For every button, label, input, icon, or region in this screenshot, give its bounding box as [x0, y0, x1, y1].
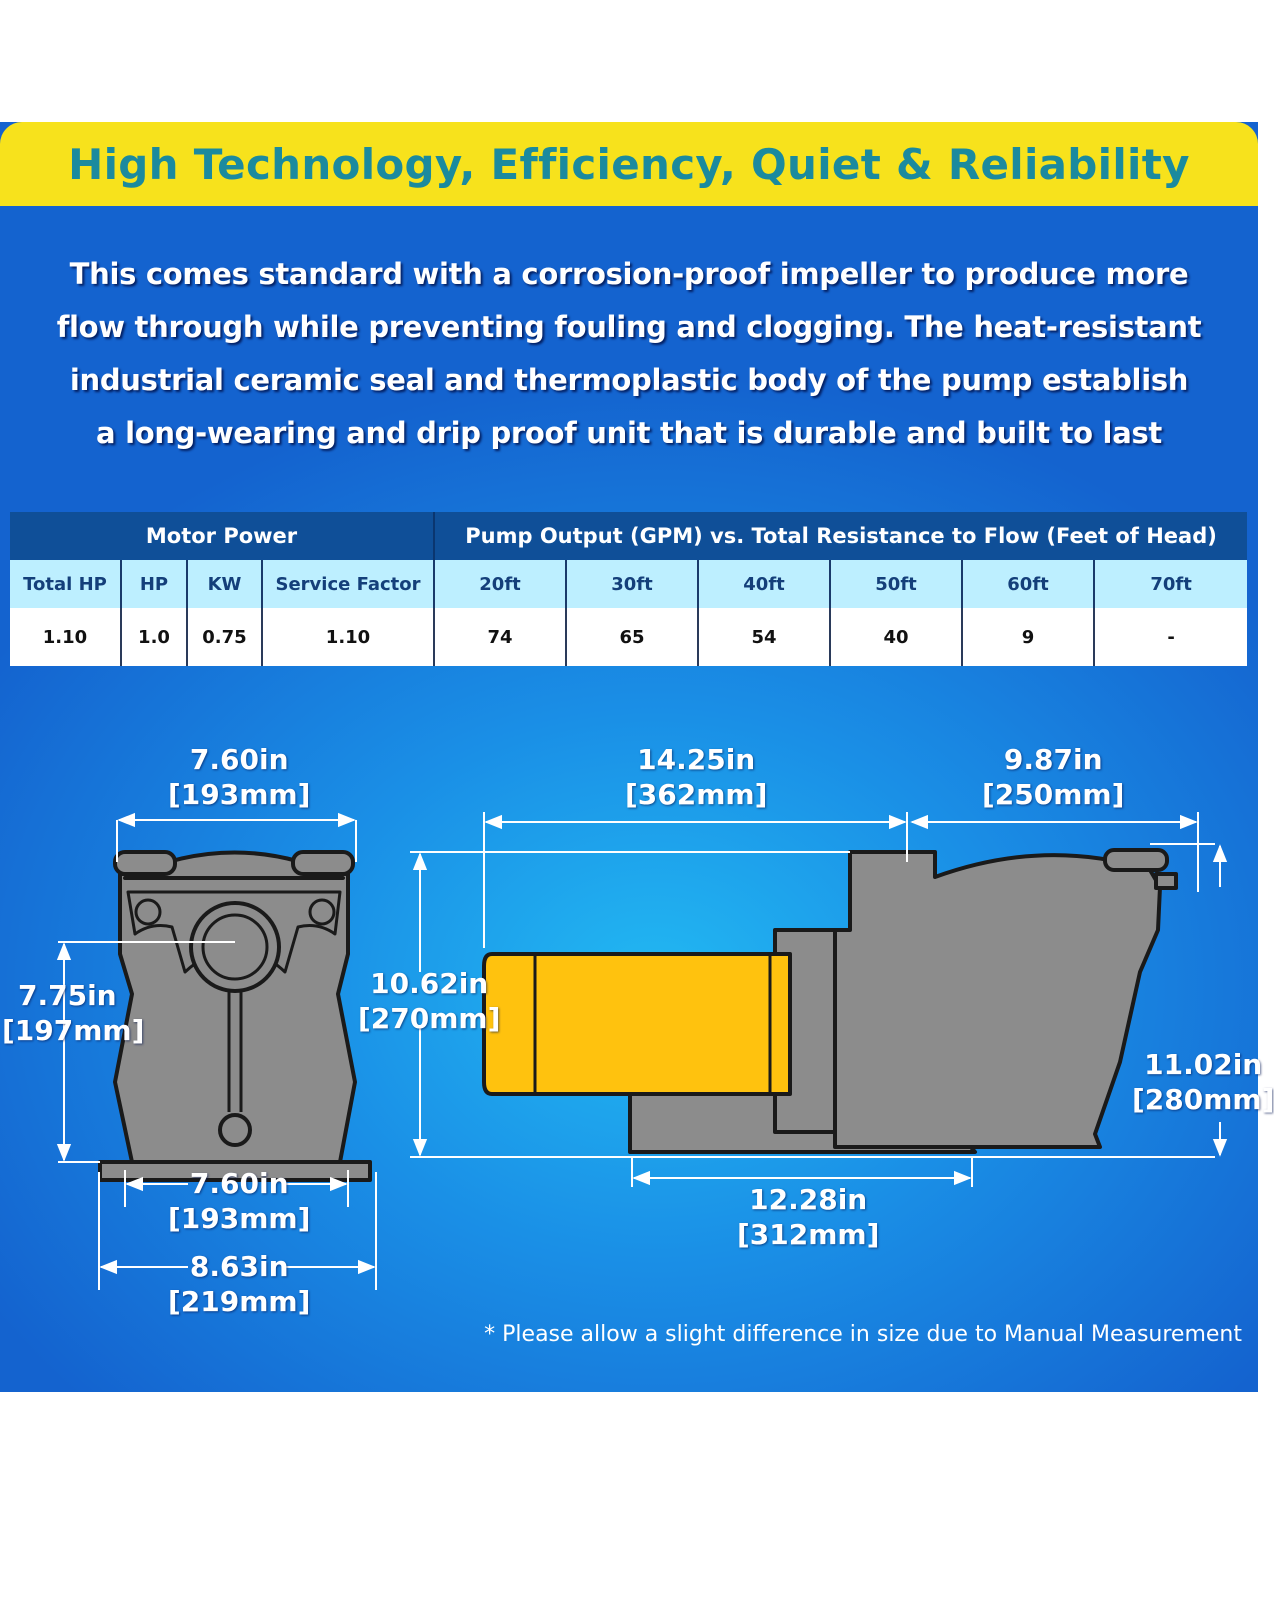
banner-title: High Technology, Efficiency, Quiet & Reliability	[68, 139, 1190, 189]
dim-front-height	[2, 978, 144, 1048]
table-cell: -	[1094, 608, 1247, 666]
intro-line: This comes standard with a corrosion-proof impeller to produce more	[69, 257, 1189, 291]
dim-side-right-height	[1132, 1047, 1274, 1117]
dim-value-mm: [193mm]	[168, 1202, 311, 1235]
intro-line: a long-wearing and drip proof unit that is durable and built to last	[96, 416, 1162, 450]
dim-value-mm: [312mm]	[737, 1218, 880, 1251]
table-cell: 54	[698, 608, 830, 666]
table-cell: 1.10	[262, 608, 434, 666]
dim-value-in: 11.02in	[1144, 1048, 1263, 1081]
column-header: 20ft	[434, 560, 566, 608]
dim-value-in: 8.63in	[189, 1250, 289, 1283]
dim-value-in: 7.60in	[189, 743, 289, 776]
intro-line: flow through while preventing fouling and clogging. The heat-resistant	[56, 310, 1202, 344]
column-header: HP	[121, 560, 187, 608]
column-header: 30ft	[566, 560, 698, 608]
footnote: * Please allow a slight difference in size due to Manual Measurement	[484, 1322, 1242, 1347]
dim-front-width-top	[168, 742, 310, 812]
column-header: 70ft	[1094, 560, 1247, 608]
dim-value-in: 9.87in	[1003, 743, 1103, 776]
dim-value-in: 7.75in	[18, 979, 117, 1012]
dim-value-mm: [250mm]	[982, 778, 1125, 811]
group-header-motor-power: Motor Power	[10, 512, 434, 560]
spec-poster	[0, 122, 1274, 1392]
column-header: KW	[187, 560, 262, 608]
dim-value-mm: [270mm]	[358, 1002, 501, 1035]
group-header-pump-output: Pump Output (GPM) vs. Total Resistance to Flow (Feet of Head)	[434, 512, 1247, 560]
side-view-pump	[484, 850, 1176, 1152]
dim-side-base-length	[737, 1182, 879, 1252]
dim-value-mm: [362mm]	[625, 778, 768, 811]
dim-value-in: 12.28in	[749, 1183, 868, 1216]
table-cell: 9	[962, 608, 1094, 666]
table-cell: 65	[566, 608, 698, 666]
table-cell: 1.10	[10, 608, 121, 666]
dim-side-basket-length	[982, 742, 1124, 812]
dim-value-mm: [193mm]	[168, 778, 311, 811]
dim-front-base-outer	[168, 1249, 310, 1319]
dim-side-motor-length	[625, 742, 767, 812]
dim-value-mm: [219mm]	[168, 1285, 311, 1318]
column-header: 60ft	[962, 560, 1094, 608]
dim-front-base-inner	[168, 1166, 310, 1236]
column-header: Total HP	[10, 560, 121, 608]
column-header: 40ft	[698, 560, 830, 608]
table-cell: 0.75	[187, 608, 262, 666]
table-cell: 1.0	[121, 608, 187, 666]
dim-value-mm: [280mm]	[1132, 1083, 1274, 1116]
column-header: Service Factor	[262, 560, 434, 608]
dim-value-in: 7.60in	[189, 1167, 289, 1200]
intro-line: industrial ceramic seal and thermoplastic body of the pump establish	[69, 363, 1189, 397]
dim-value-in: 10.62in	[370, 967, 489, 1000]
table-cell: 74	[434, 608, 566, 666]
dim-side-height	[358, 966, 500, 1036]
dim-value-in: 14.25in	[637, 743, 756, 776]
dim-value-mm: [197mm]	[2, 1014, 145, 1047]
table-cell: 40	[830, 608, 962, 666]
column-header: 50ft	[830, 560, 962, 608]
